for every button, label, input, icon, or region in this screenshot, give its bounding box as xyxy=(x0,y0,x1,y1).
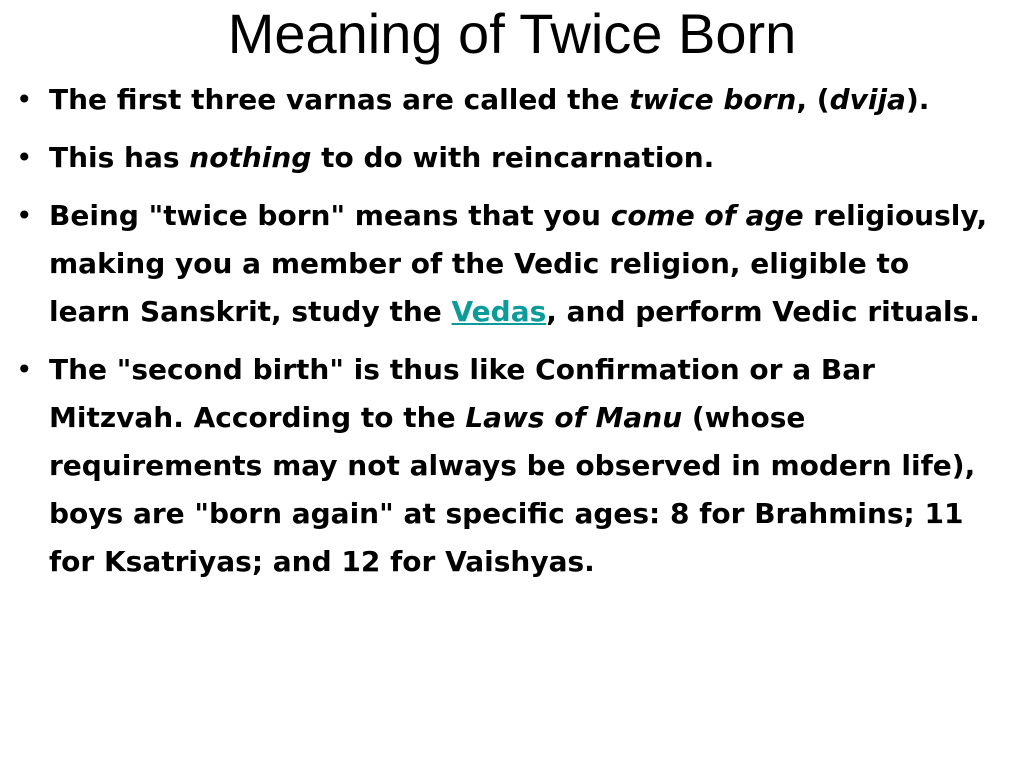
bullet-item-reincarnation xyxy=(16,134,996,182)
bullet-list xyxy=(16,76,996,596)
bullet-emphasis: come of age xyxy=(610,199,804,232)
bullet-emphasis: Laws of Manu xyxy=(465,401,683,434)
bullet-emphasis: twice born xyxy=(629,83,797,116)
bullet-item-twice-born xyxy=(16,76,996,124)
slide-title: Meaning of Twice Born xyxy=(227,2,797,65)
vedas-link[interactable]: Vedas xyxy=(451,295,547,328)
bullet-text: This has xyxy=(49,141,190,174)
bullet-text: religiously, making you a member of the Vedic religion, eligible to learn Sanskrit, study the xyxy=(49,199,988,328)
bullet-text: The first three varnas are called the xyxy=(49,83,630,116)
bullet-icon: • xyxy=(16,199,33,232)
bullet-item-second-birth xyxy=(16,346,996,586)
bullet-text: (whose requirements may not always be observed in modern life), boys are "born again" at specific ages: 8 for Brahmins; 11 for Ksatriyas; and 12 for Vaishyas. xyxy=(49,401,976,578)
bullet-text: The "second birth" is thus like Confirmation or a Bar Mitzvah. According to the xyxy=(49,353,875,434)
bullet-text: , and perform Vedic rituals. xyxy=(546,295,980,328)
bullet-item-come-of-age xyxy=(16,192,996,336)
bullet-icon: • xyxy=(16,141,33,174)
bullet-text: ). xyxy=(905,83,930,116)
bullet-text: to do with reincarnation. xyxy=(311,141,715,174)
bullet-text: , ( xyxy=(796,83,830,116)
bullet-icon: • xyxy=(16,353,33,386)
bullet-emphasis: nothing xyxy=(189,141,312,174)
bullet-emphasis: dvija xyxy=(829,83,906,116)
bullet-icon: • xyxy=(16,83,33,116)
bullet-text: Being "twice born" means that you xyxy=(49,199,611,232)
